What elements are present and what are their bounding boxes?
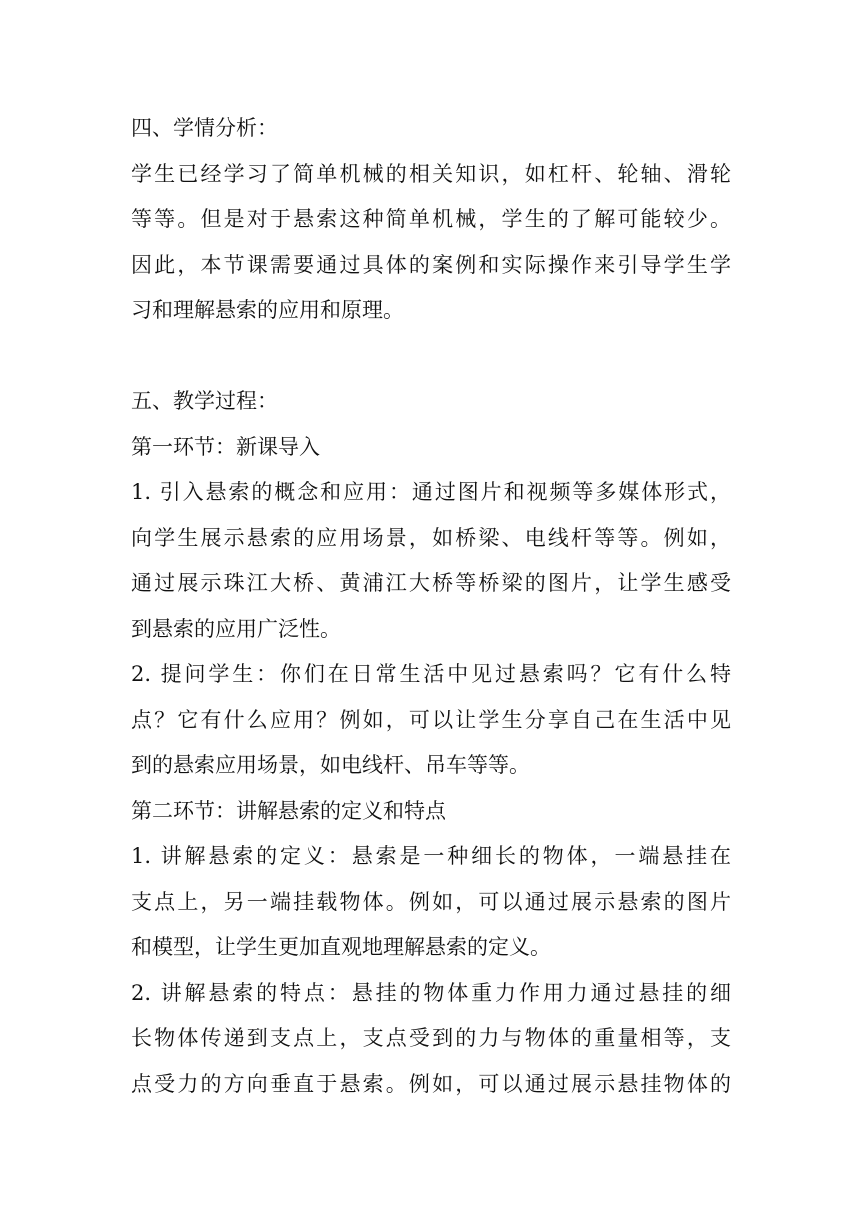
document-body: [131, 106, 731, 1107]
paragraph-line: 习和理解悬索的应用和原理。: [131, 298, 404, 322]
list-item-line: 点？它有什么应用？例如，可以让学生分享自己在生活中见: [131, 707, 731, 732]
blank-line: [131, 334, 731, 380]
list-item-line: 向学生展示悬索的应用场景，如桥梁、电线杆等等。例如，: [131, 525, 731, 550]
list-item-line: 1. 引入悬索的概念和应用：通过图片和视频等多媒体形式，: [131, 480, 731, 504]
list-item-line: 到的悬索应用场景，如电线杆、吊车等等。: [131, 753, 530, 777]
list-item-line: 通过展示珠江大桥、黄浦江大桥等桥梁的图片，让学生感受: [131, 571, 731, 595]
list-item-line: 2. 提问学生：你们在日常生活中见过悬索吗？它有什么特: [131, 662, 731, 686]
list-item-line: 点受力的方向垂直于悬索。例如，可以通过展示悬挂物体的: [131, 1071, 731, 1096]
list-item-line: 2. 讲解悬索的特点：悬挂的物体重力作用力通过悬挂的细: [131, 980, 731, 1005]
subsection-title-introduction: 第一环节：新课导入: [131, 434, 320, 459]
paragraph-line: 学生已经学习了简单机械的相关知识，如杠杆、轮轴、滑轮: [131, 161, 731, 186]
section-heading-learner-analysis: 四、学情分析：: [131, 116, 278, 140]
section-heading-teaching-process: 五、教学过程：: [131, 389, 278, 413]
list-item-line: 到悬索的应用广泛性。: [131, 616, 341, 641]
list-item-line: 支点上，另一端挂载物体。例如，可以通过展示悬索的图片: [131, 889, 731, 914]
paragraph-line: 因此，本节课需要通过具体的案例和实际操作来引导学生学: [131, 252, 731, 277]
list-item-line: 长物体传递到支点上，支点受到的力与物体的重量相等，支: [131, 1026, 731, 1050]
paragraph-line: 等等。但是对于悬索这种简单机械，学生的了解可能较少。: [131, 207, 731, 231]
subsection-title-definition: 第二环节：讲解悬索的定义和特点: [131, 798, 446, 823]
list-item-line: 1. 讲解悬索的定义：悬索是一种细长的物体，一端悬挂在: [131, 844, 731, 868]
list-item-line: 和模型，让学生更加直观地理解悬索的定义。: [131, 935, 551, 959]
